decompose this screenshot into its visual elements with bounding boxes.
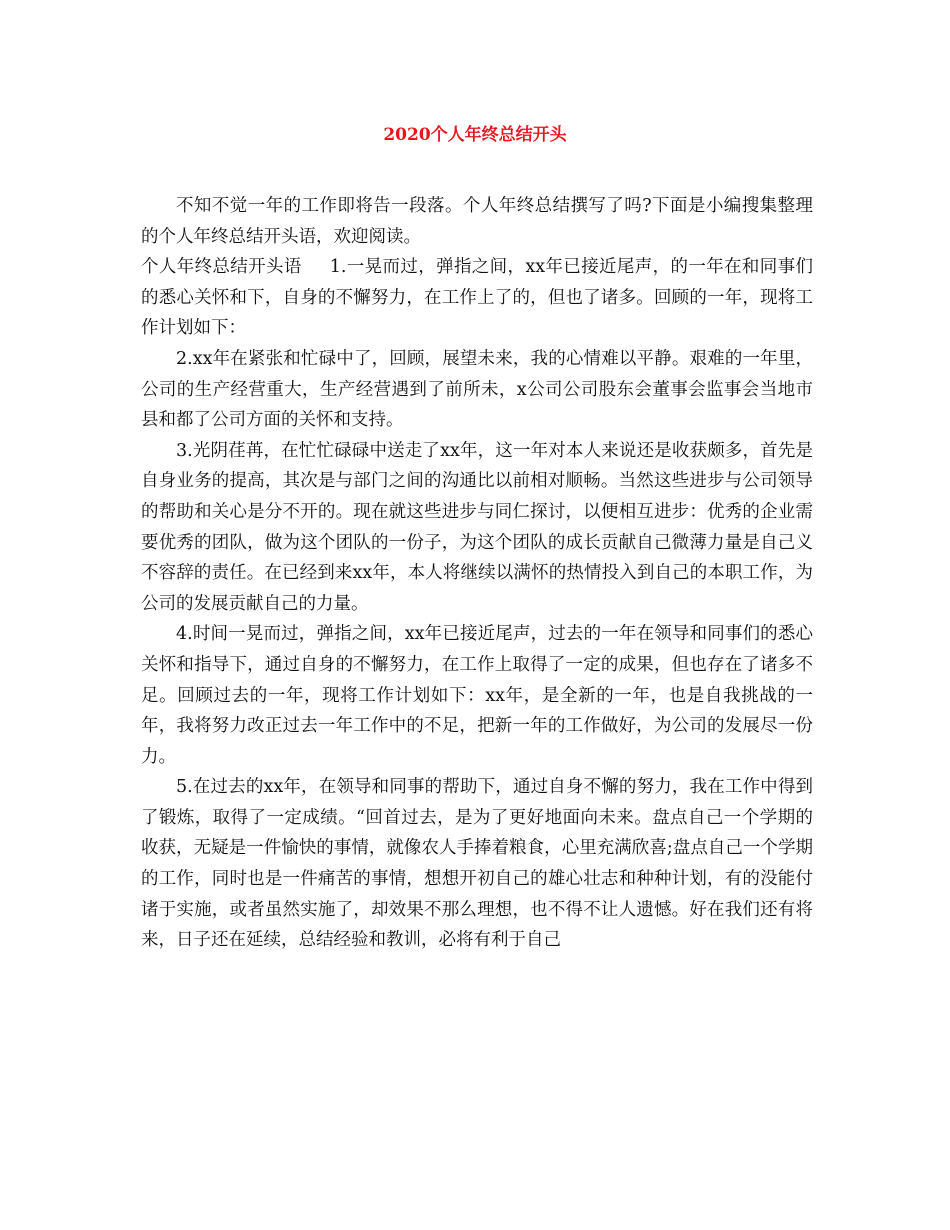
document-title: 2020个人年终总结开头	[383, 125, 567, 145]
item-3-paragraph: 3.光阴荏苒，在忙忙碌碌中送走了xx年，这一年对本人来说还是收获颇多，首先是自身业务的提高，其次是与部门之间的沟通比以前相对顺畅。当然这些进步与公司领导的帮助和关心是分不开的。现在就这些进步与同仁探讨，以便相互进步：优秀的企业需要优秀的团队，做为这个团队的一份子，为这个团队的成长贡献自己微薄力量是自己义不容辞的责任。在已经到来xx年，本人将继续以满怀的热情投入到自己的本职工作，为公司的发展贡献自己的力量。	[141, 440, 813, 614]
item-1-paragraph	[141, 252, 813, 344]
intro-paragraph: 不知不觉一年的工作即将告一段落。个人年终总结撰写了吗?下面是小编搜集整理的个人年终总结开头语，欢迎阅读。	[141, 196, 813, 247]
item-5-paragraph: 5.在过去的xx年，在领导和同事的帮助下，通过自身不懈的努力，我在工作中得到了锻炼，取得了一定成绩。“回首过去，是为了更好地面向未来。盘点自己一个学期的收获，无疑是一件愉快的事情，就像农人手捧着粮食，心里充满欣喜;盘点自己一个学期的工作，同时也是一件痛苦的事情，想想开初自己的雄心壮志和种种计划，有的没能付诸于实施，或者虽然实施了，却效果不那么理想，也不得不让人遗憾。好在我们还有将来，日子还在延续，总结经验和教训，必将有利于自己	[141, 777, 813, 951]
item-1-text: 1.一晃而过，弹指之间，xx年已接近尾声，的一年在和同事们的悉心关怀和下，自身的不懈努力，在工作上了的，但也了诸多。回顾的一年，现将工作计划如下：	[141, 257, 814, 339]
section-heading: 个人年终总结开头语	[141, 257, 302, 278]
item-4-paragraph: 4.时间一晃而过，弹指之间，xx年已接近尾声，过去的一年在领导和同事们的悉心关怀和指导下，通过自身的不懈努力，在工作上取得了一定的成果，但也存在了诸多不足。回顾过去的一年，现将工作计划如下：xx年，是全新的一年，也是自我挑战的一年，我将努力改正过去一年工作中的不足，把新一年的工作做好，为公司的发展尽一份力。	[141, 624, 813, 767]
item-2-paragraph: 2.xx年在紧张和忙碌中了，回顾，展望未来，我的心情难以平静。艰难的一年里，公司的生产经营重大，生产经营遇到了前所未，x公司公司股东会董事会监事会当地市县和都了公司方面的关怀和支持。	[141, 348, 813, 431]
document-body	[141, 191, 813, 956]
